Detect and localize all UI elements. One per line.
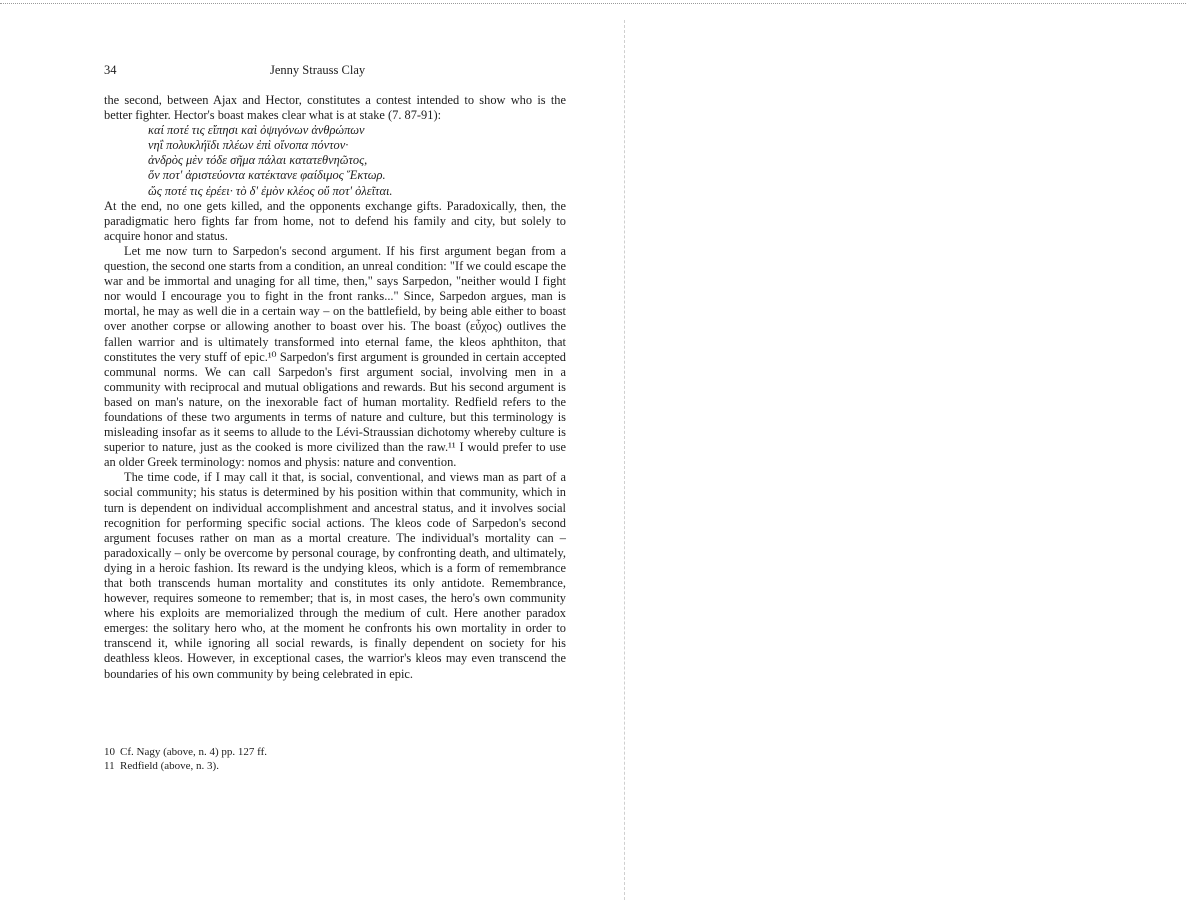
greek-line: νηΐ πολυκλήϊδι πλέων ἐπὶ οἴνοπα πόντον· <box>148 138 349 153</box>
book-gutter <box>624 20 625 900</box>
footnote-number: 11 <box>104 759 115 772</box>
greek-line: ὅν ποτ' ἀριστεύοντα κατέκτανε φαίδιμος Ἕκτωρ. <box>148 168 386 183</box>
greek-line: ἀνδρὸς μὲν τόδε σῆμα πάλαι κατατεθνηῶτος, <box>148 153 368 168</box>
left-page-body <box>104 93 566 682</box>
page-number: 34 <box>104 63 117 77</box>
footnote <box>104 746 566 760</box>
footnote-number: 10 <box>104 746 115 758</box>
footnote-text: Cf. Nagy (above, n. 4) pp. 127 ff. <box>120 746 268 758</box>
left-paragraph-4: The time code, if I may call it that, is social, conventional, and views man as part of a social community; his status is determined by his position within that community, which in turn is dependent on individual accomplishment and ancestral status, and it involves social recognition for performing specific social actions. The kleos code of Sarpedon's second argument focuses rather on man as a mortal creature. The individual's mortality can – paradoxically – only be overcome by personal courage, by confronting death, and ultimately, dying in a heroic fashion. Its reward is the undying kleos, which is a form of remembrance that both transcends human mortality and constitutes its only antidote. Remembrance, however, requires someone to remember; that is, in most cases, the hero's own community where his exploits are memorialized through the medium of cult. Here another paradox emerges: the solitary hero who, at the moment he confronts his own mortality in order to transcend it, while ignoring all social rewards, is finally dependent on society for his deathless kleos. However, in exceptional cases, the warrior's kleos may even transcend the boundaries of his own community by being celebrated in epic. <box>104 470 566 681</box>
footnote <box>104 760 566 774</box>
greek-line: ὥς ποτέ τις ἐρέει· τὸ δ' ἐμὸν κλέος οὔ ποτ' ὀλεῖται. <box>148 183 393 198</box>
greek-line: καί ποτέ τις εἴπησι καὶ ὀψιγόνων ἀνθρώπων <box>148 123 365 138</box>
left-paragraph-1: the second, between Ajax and Hector, constitutes a contest intended to show who is the better fighter. Hector's boast makes clear what is at stake (7. 87-91): <box>104 93 566 123</box>
scan-top-edge <box>0 3 1186 4</box>
footnotes <box>104 746 566 773</box>
left-paragraph-3: Let me now turn to Sarpedon's second argument. If his first argument began from a question, the second one starts from a condition, an unreal condition: "If we could escape the war and be immortal and unaging for all time, then," says Sarpedon, "neither would I fight nor would I encourage you to fight in the front ranks..." Since, Sarpedon argues, man is mortal, he may as well die in a certain way – on the battlefield, by being able either to boast over another corpse or allowing another to boast over his. The boast (εὖχος) outlives the fallen warrior and is ultimately transformed into eternal fame, the kleos aphthiton, that constitutes the very stuff of epic.¹⁰ Sarpedon's first argument is grounded in certain accepted communal norms. We can call Sarpedon's first argument social, involving men in a community with reciprocal and mutual obligations and rewards. But his second argument is based on man's nature, on the inexorable fact of human mortality. Redfield refers to the foundations of these two arguments in terms of nature and culture, but this terminology is misleading insofar as it seems to allude to the Lévi-Straussian dichotomy whereby culture is superior to nature, just as the cooked is more civilized than the raw.¹¹ I would prefer to use an older Greek terminology: nomos and physis: nature and convention. <box>104 243 566 470</box>
greek-quotation <box>148 123 566 198</box>
running-head-author: Jenny Strauss Clay <box>270 63 366 77</box>
footnote-text: Redfield (above, n. 3). <box>120 759 219 772</box>
left-paragraph-2: At the end, no one gets killed, and the opponents exchange gifts. Paradoxically, then, the paradigmatic hero fights far from home, not to defend his family and city, but solely to acquire honor and status. <box>104 198 566 243</box>
